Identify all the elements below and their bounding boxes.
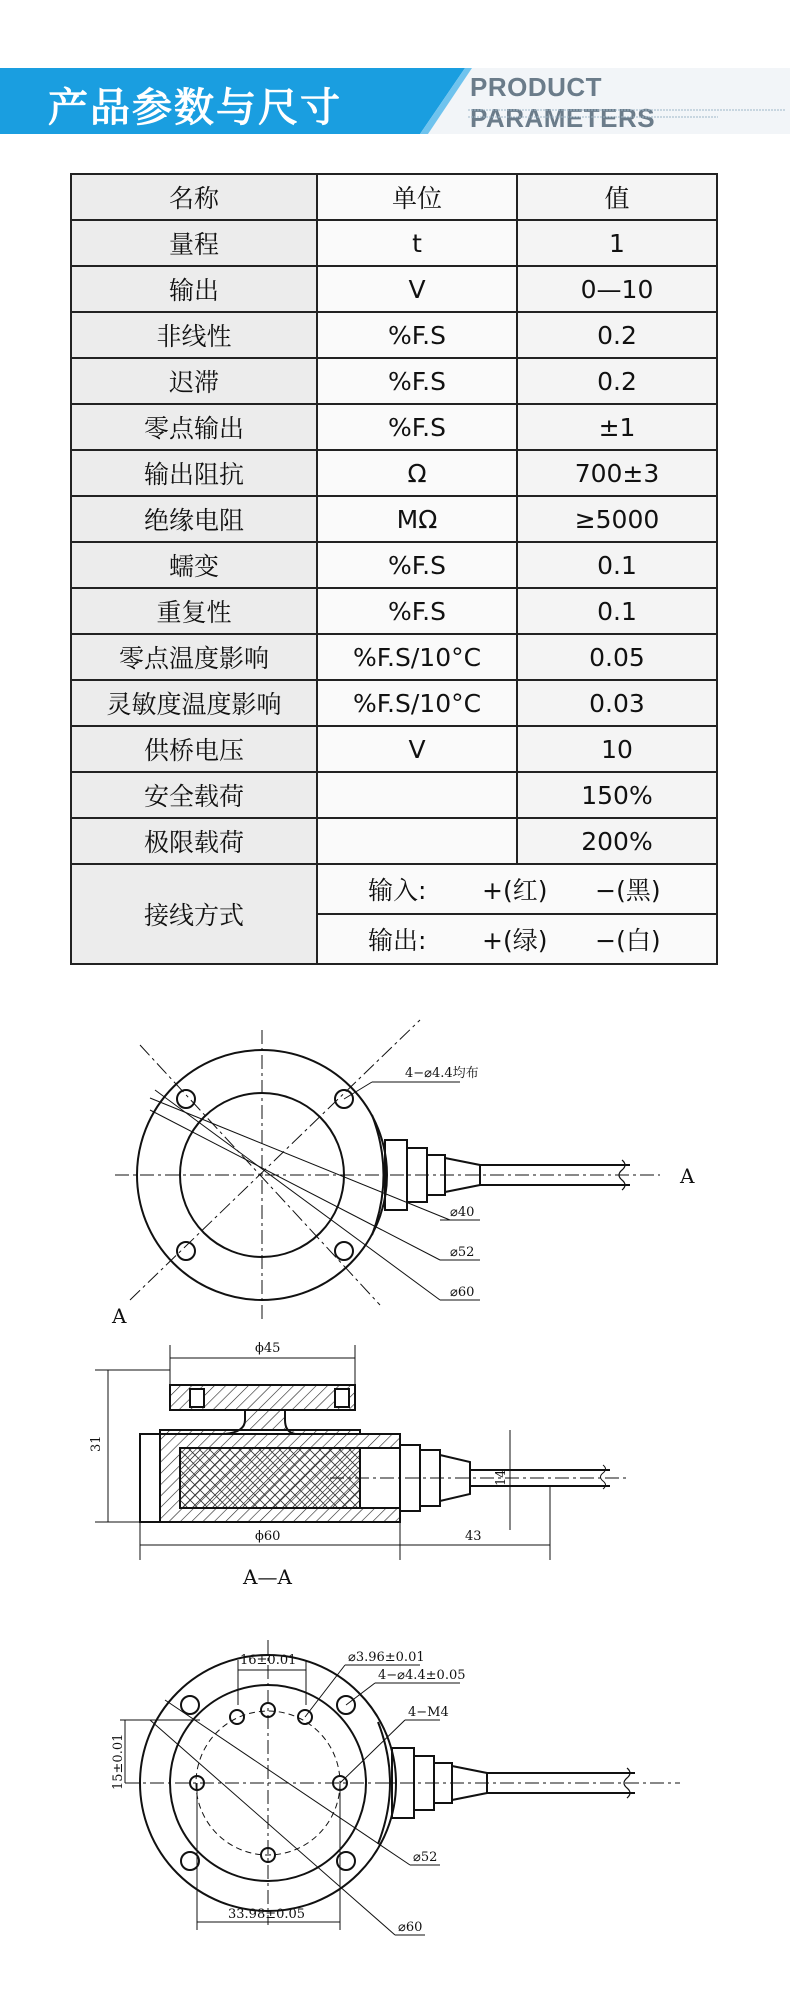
param-unit: %F.S/10°C [317,680,517,726]
section-banner [0,68,790,134]
dim-4-4-4: 4−⌀4.4±0.05 [378,1668,466,1683]
table-row [71,450,717,496]
table-row-wiring-input [71,864,717,914]
param-name: 零点温度影响 [71,634,317,680]
param-value: 0—10 [517,266,717,312]
table-row [71,542,717,588]
banner-title-en: PRODUCT PARAMETERS [470,72,656,133]
dim-4-m4: 4−M4 [408,1705,449,1720]
param-value: 0.1 [517,588,717,634]
table-row [71,588,717,634]
wiring-input: 输入: +(红) −(黑) [317,864,717,914]
param-unit: V [317,726,517,772]
label-d40: ⌀40 [450,1205,475,1220]
header-value: 值 [517,174,717,220]
param-unit: %F.S [317,312,517,358]
table-row [71,404,717,450]
wiring-label: 接线方式 [71,864,317,964]
dim-cable-diameter: 14 [494,1469,509,1486]
table-row [71,220,717,266]
header-unit: 单位 [317,174,517,220]
param-value: 0.2 [517,312,717,358]
param-name: 重复性 [71,588,317,634]
param-unit: t [317,220,517,266]
dim-bottom-width: ϕ60 [255,1529,281,1544]
param-name: 供桥电压 [71,726,317,772]
param-name: 非线性 [71,312,317,358]
param-name: 零点输出 [71,404,317,450]
param-value: 0.05 [517,634,717,680]
param-value: 0.2 [517,358,717,404]
param-value: 1 [517,220,717,266]
param-unit: V [317,266,517,312]
header-name: 名称 [71,174,317,220]
label-holes: 4−⌀4.4均布 [405,1066,479,1081]
param-value: 200% [517,818,717,864]
table-row [71,726,717,772]
dim-height: 31 [89,1435,104,1452]
label-d52: ⌀52 [450,1245,475,1260]
section-view [95,1345,630,1560]
dim-top-width: ϕ45 [255,1341,281,1356]
top-view [115,1020,660,1320]
dim-d60: ⌀60 [398,1920,423,1935]
dim-33-98: 33.98±0.05 [228,1907,306,1922]
technical-drawing [0,1000,790,2010]
table-row [71,818,717,864]
param-value: 10 [517,726,717,772]
table-row [71,634,717,680]
param-unit: %F.S [317,358,517,404]
table-row [71,358,717,404]
param-unit: MΩ [317,496,517,542]
param-value: ±1 [517,404,717,450]
param-name: 蠕变 [71,542,317,588]
wiring-output: 输出: +(绿) −(白) [317,914,717,964]
param-name: 量程 [71,220,317,266]
param-name: 绝缘电阻 [71,496,317,542]
param-value: 0.1 [517,542,717,588]
dim-d52: ⌀52 [413,1850,438,1865]
table-row [71,680,717,726]
dim-3-96: ⌀3.96±0.01 [348,1650,425,1665]
dim-cable-length: 43 [465,1529,482,1544]
table-header-row [71,174,717,220]
param-value: 150% [517,772,717,818]
param-value: ≥5000 [517,496,717,542]
label-d60: ⌀60 [450,1285,475,1300]
section-caption: A—A [243,1565,292,1589]
param-name: 输出 [71,266,317,312]
table-row [71,772,717,818]
param-unit: %F.S [317,588,517,634]
param-unit: %F.S [317,542,517,588]
table-row [71,312,717,358]
param-unit: Ω [317,450,517,496]
param-unit: %F.S [317,404,517,450]
banner-title-cn: 产品参数与尺寸 [48,85,342,131]
param-name: 输出阻抗 [71,450,317,496]
table-row [71,266,717,312]
table-row [71,496,717,542]
section-mark-left: A [112,1304,127,1328]
param-unit [317,818,517,864]
param-name: 灵敏度温度影响 [71,680,317,726]
param-value: 0.03 [517,680,717,726]
banner-decorative-text [468,106,788,122]
param-value: 700±3 [517,450,717,496]
param-name: 极限载荷 [71,818,317,864]
param-unit [317,772,517,818]
section-mark-right: A [680,1164,695,1188]
param-name: 安全载荷 [71,772,317,818]
param-unit: %F.S/10°C [317,634,517,680]
dim-15: 15±0.01 [111,1733,126,1790]
dim-16: 16±0.01 [240,1653,297,1668]
bottom-view [120,1640,680,1935]
parameter-table [70,173,718,965]
param-name: 迟滞 [71,358,317,404]
